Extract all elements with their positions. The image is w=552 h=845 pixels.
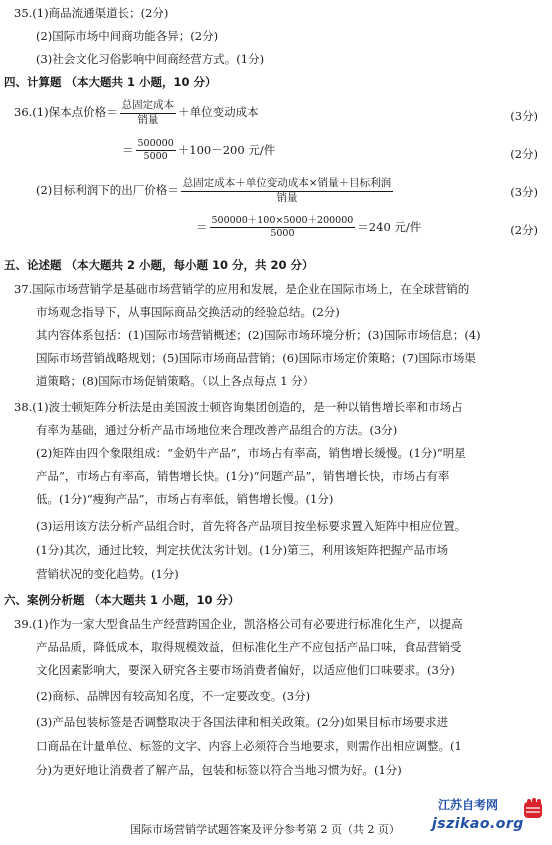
answer-39-line-7: 分)为更好地让消费者了解产品，包装和标签以符合当地习惯为好。(1分) [36,763,402,777]
score-36-2: (2分) [510,147,538,161]
answer-37-line-3: 其内容体系包括：(1)国际市场营销概述；(2)国际市场环境分析；(3)国际市场信息；(4) [36,328,481,342]
fraction-denominator: 5000 [270,228,295,240]
answer-39-line-5: (3)产品包装标签是否调整取决于各国法律和相关政策。(2分)如果目标市场要求进 [36,715,449,729]
answer-36-1 [14,100,259,126]
answer-35-1: 35.(1)商品流通渠道长；(2分) [14,6,169,20]
answer-39-line-1: 39.(1)作为一家大型食品生产经营跨国企业，凯洛格公司有必要进行标准化生产，以提高 [14,617,463,631]
score-36-3: (3分) [510,185,538,199]
fraction-numerator: 总固定成本 [120,100,177,114]
answer-36-4 [196,216,421,240]
formula-label: 36.(1)保本点价格＝ [14,105,118,120]
answer-38-line-4: 产品”，市场占有率高，销售增长快。(1分)“问题产品”，销售增长快，市场占有率 [36,469,450,483]
answer-38-line-8: 营销状况的变化趋势。(1分) [36,567,179,581]
watermark-url: jszikao.org [432,816,524,832]
answer-37-line-5: 道策略；(8)国际市场促销策略。（以上各点每点 1 分） [36,374,315,388]
answer-39-line-4: (2)商标、品牌因有较高知名度，不一定要改变。(3分) [36,689,311,703]
answer-38-line-3: (2)矩阵由四个象限组成：“金奶牛产品”，市场占有率高，销售增长缓慢。(1分)“明星 [36,446,466,460]
section-6-heading: 六、案例分析题 （本大题共 1 小题，10 分） [4,593,240,607]
page-footer: 国际市场营销学试题答案及评分参考第 2 页（共 2 页） [130,823,400,836]
score-36-1: (3分) [510,109,538,123]
formula-label: (2)目标利润下的出厂价格＝ [36,183,179,198]
fraction [136,139,176,163]
fraction-denominator: 5000 [143,151,168,163]
fraction [210,216,356,240]
answer-35-3: (3)社会文化习俗影响中间商经营方式。(1分) [36,52,265,66]
section-5-heading: 五、论述题 （本大题共 2 小题，每小题 10 分，共 20 分） [4,258,314,272]
formula-tail: ＋100－200 元/件 [177,143,276,158]
answer-36-2 [122,139,275,163]
fraction [120,100,177,126]
answer-38-line-6: (3)运用该方法分析产品组合时，首先将各产品项目按坐标要求置入矩阵中相应位置。 [36,519,467,533]
answer-38-line-7: (1分)其次，通过比较，判定扶优汰劣计划。(1分)第三，利用该矩阵把握产品市场 [36,543,449,557]
answer-39-line-6: 口商品在计量单位、标签的文字、内容上必须符合当地要求，则需作出相应调整。(1 [36,739,462,753]
formula-tail: ＝240 元/件 [357,220,422,235]
answer-35-2: (2)国际市场中间商功能各异；(2分) [36,29,219,43]
formula-tail: ＋单位变动成本 [178,105,259,120]
section-4-heading: 四、计算题 （本大题共 1 小题，10 分） [4,75,217,89]
fraction-denominator: 销量 [137,113,159,126]
answer-37-line-4: 国际市场营销战略规划；(5)国际市场商品营销；(6)国际市场定价策略；(7)国际市场渠 [36,351,476,365]
equals-sign: ＝ [122,143,134,158]
watermark-title: 江苏自考网 [438,798,499,812]
fraction-numerator: 500000＋100×5000＋200000 [210,216,356,228]
answer-39-line-3: 文化因素影响大，要深入研究各主要市场消费者偏好，以适应他们口味要求。(3分) [36,663,455,677]
fraction [181,178,393,204]
equals-sign: ＝ [196,220,208,235]
answer-38-line-1: 38.(1)波士顿矩阵分析法是由美国波士顿咨询集团创造的，是一种以销售增长率和市场占 [14,400,463,414]
fraction-numerator: 总固定成本＋单位变动成本×销量＋目标利润 [181,178,393,192]
answer-38-line-2: 有率为基础，通过分析产品市场地位来合理改善产品组合的方法。(3分) [36,423,398,437]
answer-39-line-2: 产品品质，降低成本，取得规模效益，但标准化生产不应包括产品口味，食品营销受 [36,640,462,654]
score-36-4: (2分) [510,223,538,237]
answer-37-line-2: 市场观念指导下，从事国际商品交换活动的经验总结。(2分) [36,305,340,319]
fist-logo-icon [518,796,548,824]
fraction-denominator: 销量 [276,191,298,204]
answer-36-3 [36,178,395,204]
answer-38-line-5: 低。(1分)“瘦狗产品”，市场占有率低，销售增长慢。(1分) [36,492,334,506]
site-watermark [432,796,550,844]
fraction-numerator: 500000 [136,139,176,151]
answer-37-line-1: 37.国际市场营销学是基础市场营销学的应用和发展，是企业在国际市场上，在全球营销的 [14,282,470,296]
